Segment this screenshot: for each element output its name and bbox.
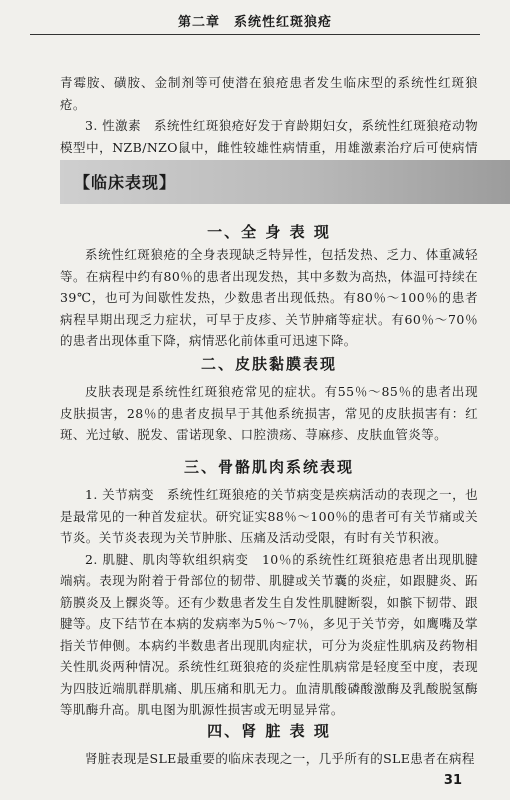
banner-label: 【临床表现】: [74, 173, 177, 192]
page-number: 31: [443, 773, 462, 788]
skin-paragraph: 皮肤表现是系统性红斑狼疮常见的症状。有55％～85％的患者出现皮肤损害，28％的患者皮损早于其他系统损害，常见的皮肤损害有：红斑、光过敏、脱发、雷诺现象、口腔溃疡、荨麻疹、皮肤血管炎等。: [60, 384, 478, 442]
joint-paragraph: 1. 关节病变 系统性红斑狼疮的关节病变是疾病活动的表现之一，也是最常见的一种首发症状。研究证实88％～100％的患者可有关节痛或关节炎。关节炎表现为关节肿胀、压痛及活动受限，有时有关节积液。: [60, 487, 478, 545]
section-title-skin: 二、皮肤黏膜表现: [200, 355, 337, 373]
intro-paragraph: 青霉胺、磺胺、金制剂等可使潜在狼疮患者发生临床型的系统性红斑狼疮。: [60, 75, 478, 112]
general-paragraph: 系统性红斑狼疮的全身表现缺乏特异性，包括发热、乏力、体重减轻等。在病程中约有80％的患者出现发热，其中多数为高热，体温可持续在39℃，也可为间歇性发热，少数患者出现低热。有80％～100％的患者病程早期出现乏力症状，可早于皮疹、关节肿痛等症状。有60％～70％的患者出现体重下降，病情恶化前体重可迅速下降。: [60, 247, 478, 348]
running-header: 第二章 系统性红斑狼疮: [30, 12, 480, 35]
general-block: [60, 244, 478, 352]
sex-hormone-paragraph: 3. 性激素 系统性红斑狼疮好发于育龄期妇女，系统性红斑狼疮动物模型中，NZB/NZO鼠中，雌性较雄性病情重，用雄激素治疗后可使病情: [60, 118, 478, 155]
kidney-block: [60, 748, 478, 770]
kidney-paragraph: 肾脏表现是SLE最重要的临床表现之一，几乎所有的SLE患者在病程: [85, 751, 475, 766]
skin-block: [60, 381, 478, 446]
section-title-kidney: 四、肾 脏 表 现: [207, 722, 331, 740]
section-title-musculoskeletal: 三、骨骼肌肉系统表现: [183, 458, 354, 476]
soft-tissue-paragraph: 2. 肌腱、肌肉等软组织病变 10％的系统性红斑狼疮患者出现肌腱端病。表现为附着于骨部位的韧带、肌腱或关节囊的炎症，如跟腱炎、跖筋膜炎及上髁炎等。还有少数患者发生自发性肌腱断裂，如髌下韧带、跟腱等。皮下结节在本病的发病率为5％～7％，多见于关节旁，如鹰嘴及掌指关节伸侧。本病约半数患者出现肌肉症状，可分为炎症性肌病及药物相关性肌炎两种情况。系统性红斑狼疮的炎症性肌病常是轻度至中度，表现为四肢近端肌群肌痛、肌压痛和肌无力。血清肌酸磷酸激酶及乳酸脱氢酶等肌酶升高。肌电图为肌源性损害或无明显异常。: [60, 551, 478, 717]
section-banner: [60, 160, 510, 204]
musculoskeletal-block: [60, 484, 478, 721]
section-title-general: 一、全 身 表 现: [207, 223, 331, 241]
